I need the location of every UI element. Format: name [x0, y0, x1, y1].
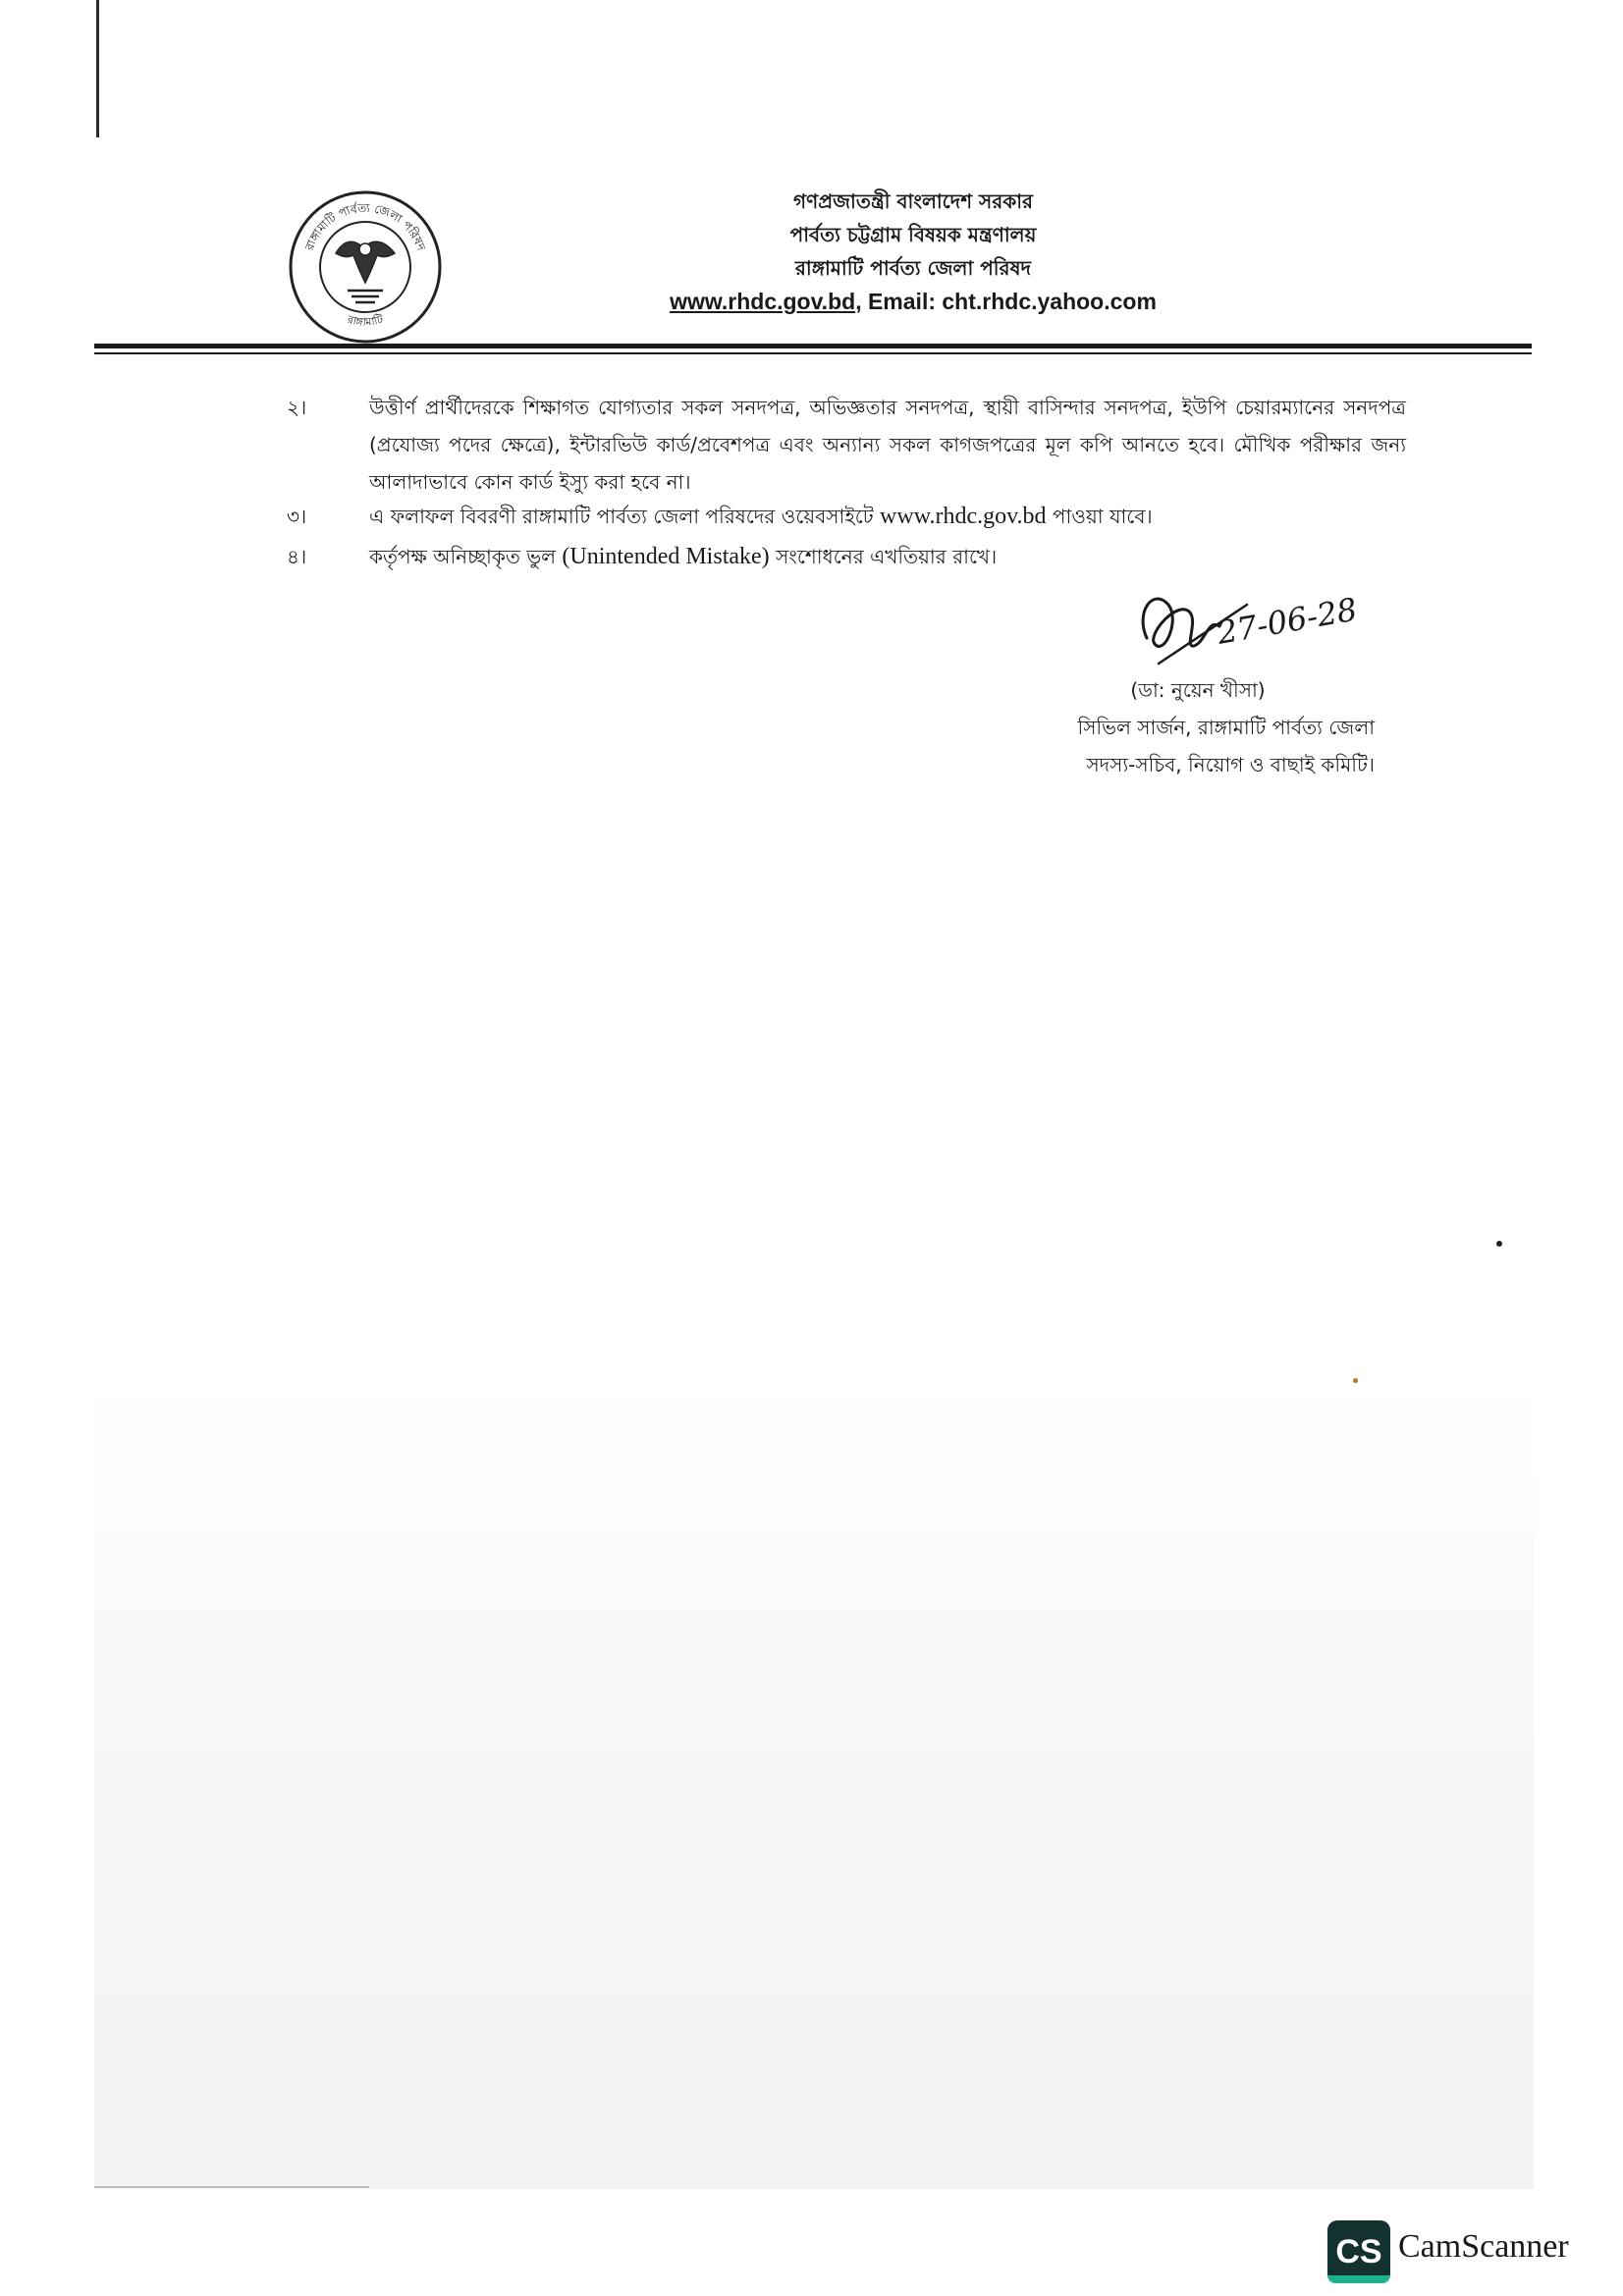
website-link[interactable]: www.rhdc.gov.bd: [670, 289, 856, 314]
district-council-seal: [287, 188, 444, 346]
header-rule-thick: [94, 344, 1532, 348]
item-text: কর্তৃপক্ষ অনিচ্ছাকৃত ভুল (Unintended Mistake) সংশোধনের এখতিয়ার রাখে।: [369, 544, 998, 569]
signatory-name: (ডা: নুয়েন খীসা): [1130, 678, 1266, 702]
list-item: [287, 538, 1406, 575]
handwritten-signature: [1129, 579, 1375, 677]
list-item: [287, 498, 1406, 535]
email-text: , Email: cht.rhdc.yahoo.com: [855, 289, 1157, 314]
scan-speck: [1353, 1378, 1358, 1383]
government-name: গণপ্রজাতন্ত্রী বাংলাদেশ সরকার: [793, 189, 1033, 213]
signatory-role: সদস্য-সচিব, নিয়োগ ও বাছাই কমিটি।: [1086, 753, 1375, 776]
council-name: রাঙ্গামাটি পার্বত্য জেলা পরিষদ: [794, 256, 1032, 280]
signatory-block: [982, 671, 1375, 783]
svg-text:রাঙ্গামাটি: রাঙ্গামাটি: [346, 312, 385, 329]
scan-shadow-band: [94, 1384, 1534, 2189]
item-number: ২।: [287, 396, 307, 419]
camscanner-logo-icon: CS: [1327, 2220, 1390, 2283]
scan-edge-line: [94, 2186, 369, 2188]
item-text: এ ফলাফল বিবরণী রাঙ্গামাটি পার্বত্য জেলা পরিষদের ওয়েবসাইটে www.rhdc.gov.bd পাওয়া যাবে।: [369, 504, 1153, 529]
item-number: ৪।: [287, 545, 307, 568]
svg-text:27-06-28: 27-06-28: [1214, 590, 1360, 652]
scan-edge-mark: [96, 0, 99, 137]
list-item: [287, 389, 1406, 501]
website-link[interactable]: www.rhdc.gov.bd: [880, 504, 1047, 529]
ministry-name: পার্বত্য চট্টগ্রাম বিষয়ক মন্ত্রণালয়: [789, 223, 1037, 246]
item-text: উত্তীর্ণ প্রার্থীদেরকে শিক্ষাগত যোগ্যতার সকল সনদপত্র, অভিজ্ঞতার সনদপত্র, স্থায়ী বাসিন্দার সনদপত্র, ইউপি চেয়ারম্যানের সনদপত্র (প্রযোজ্য পদের ক্ষেত্রে), ইন্টারভিউ কার্ড/প্রবেশপত্র এবং অন্যান্য সকল কাগজপত্রের মূল কপি আনতে হবে। মৌখিক পরীক্ষার জন্য আলাদাভাবে কোন কার্ড ইস্যু করা হবে না।: [369, 396, 1406, 494]
camscanner-watermark: CamScanner: [1398, 2228, 1569, 2265]
letterhead: [550, 185, 1276, 318]
header-rule-thin: [94, 352, 1532, 354]
svg-text:রাঙ্গামাটি পার্বত্য জেলা পরিষদ: রাঙ্গামাটি পার্বত্য জেলা পরিষদ: [301, 200, 429, 252]
item-number: ৩।: [287, 505, 307, 528]
signatory-title: সিভিল সার্জন, রাঙ্গামাটি পার্বত্য জেলা: [1077, 716, 1375, 739]
contact-line: [550, 285, 1276, 318]
scan-speck: [1496, 1241, 1502, 1247]
